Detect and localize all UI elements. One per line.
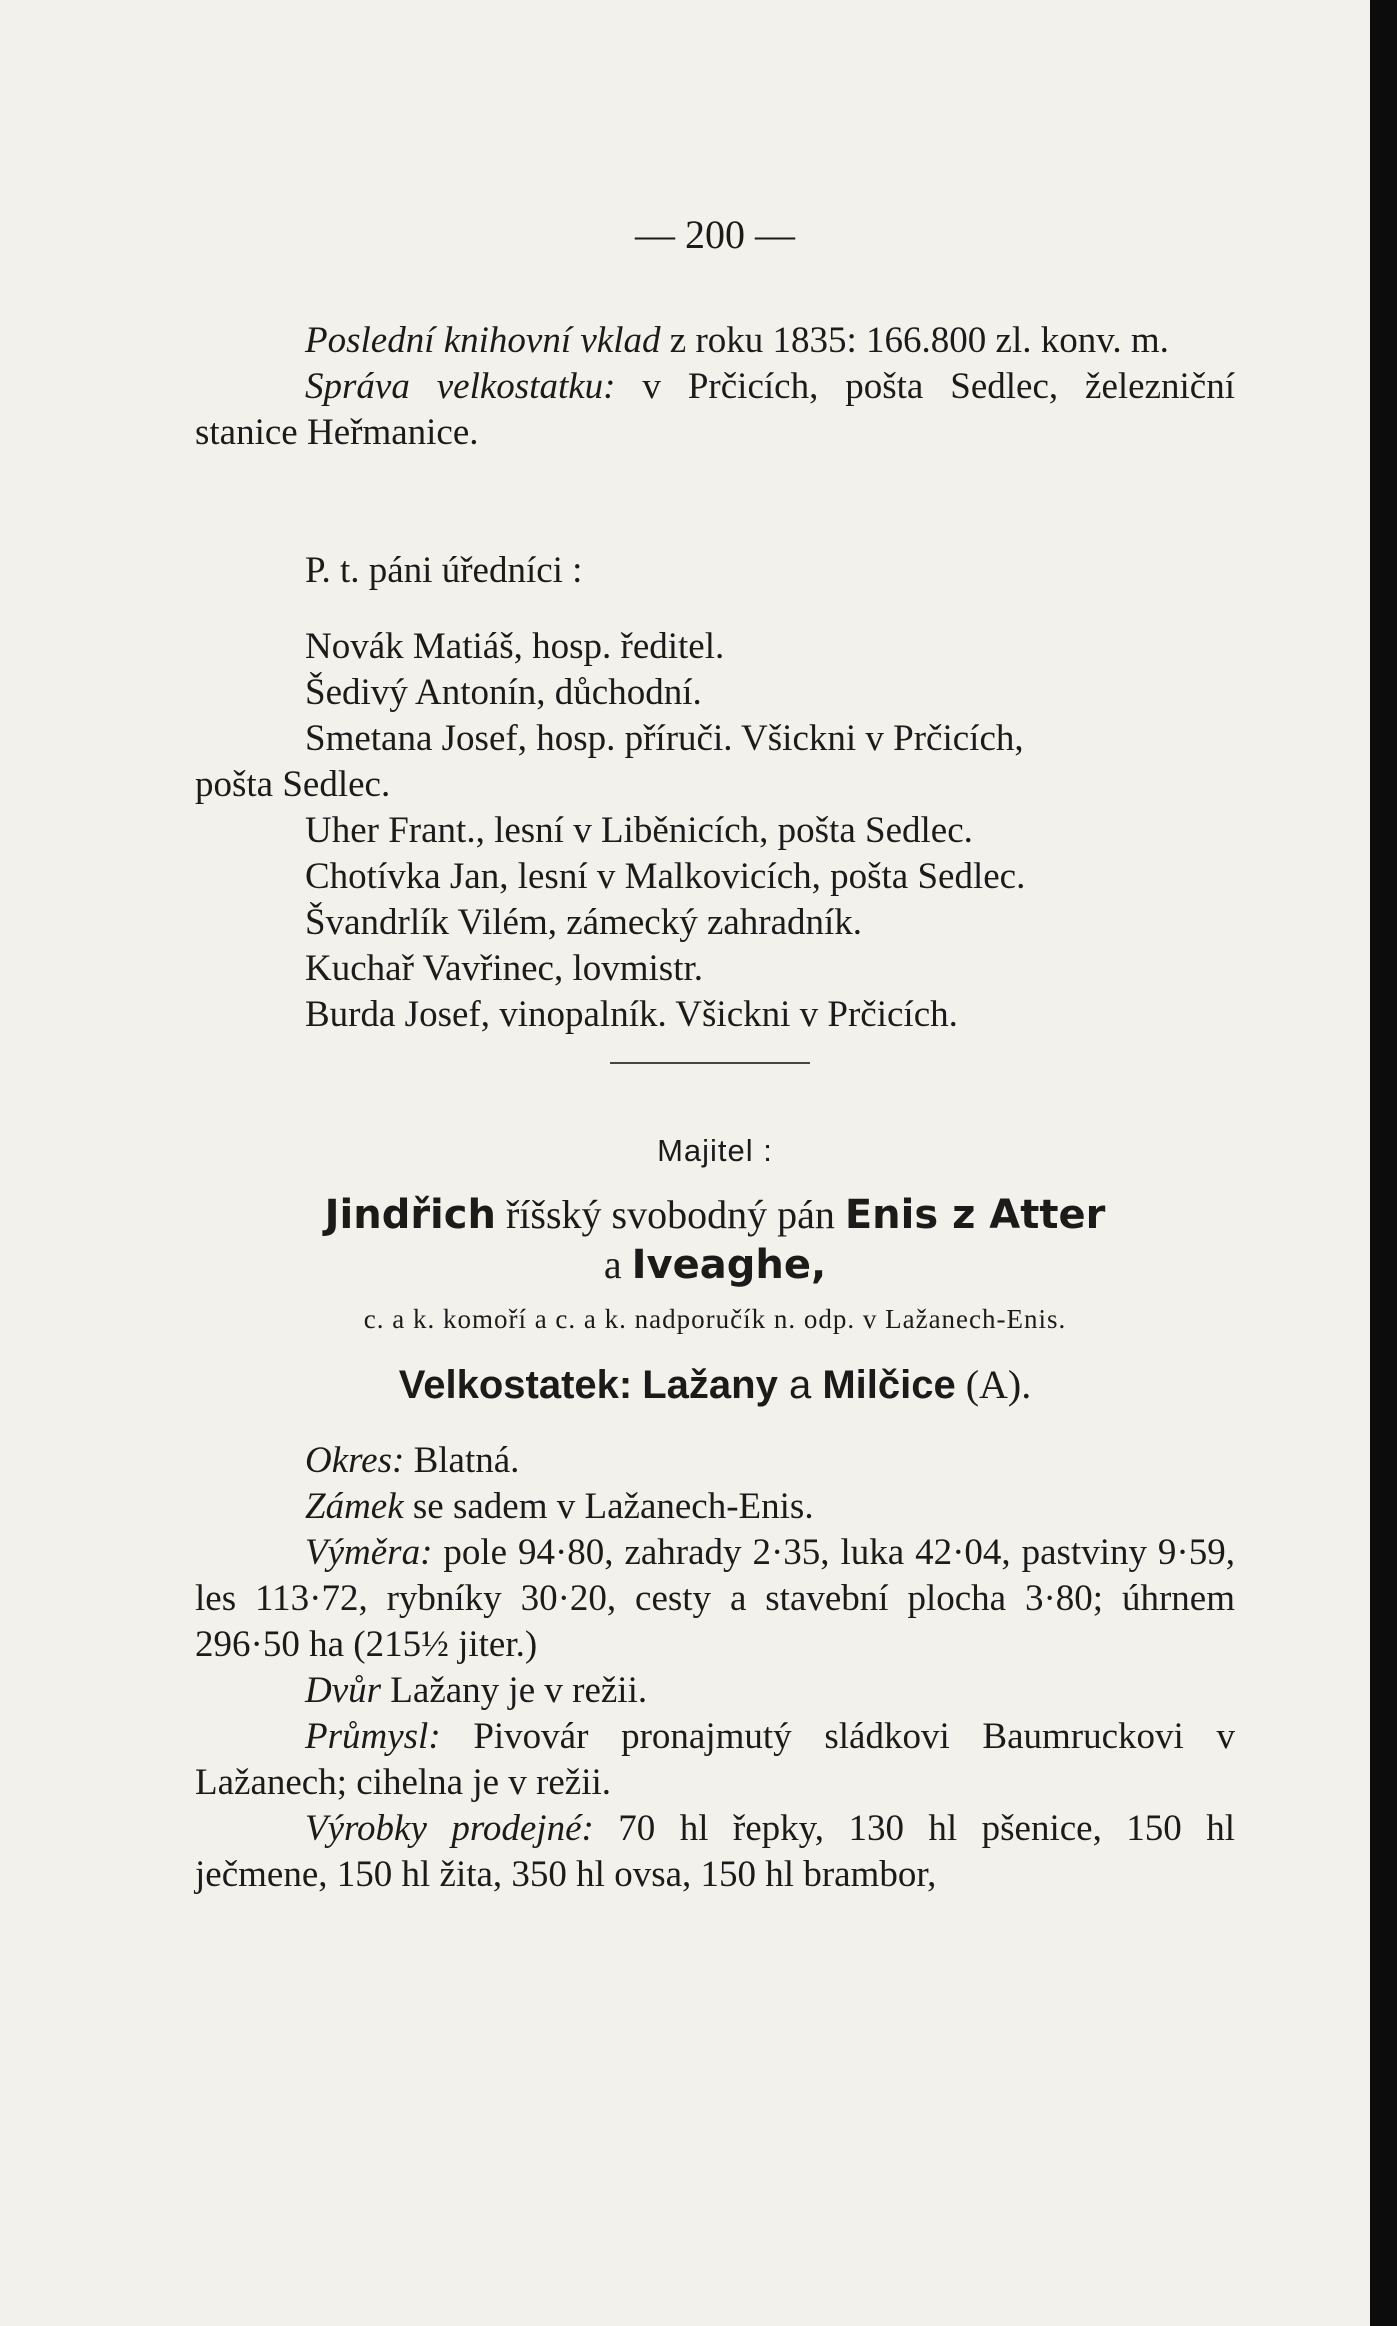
owner-name-block: [195, 1190, 1235, 1290]
owner-line-2: [195, 1240, 1235, 1290]
okres-text: Blatná.: [404, 1440, 520, 1481]
intro-paragraph-1: [195, 318, 1235, 364]
detail-zamek: [195, 1484, 1235, 1530]
vyrobky-text: 70 hl řepky, 130 hl pšenice, 150 hl ječmene, 150 hl žita, 350 hl ovsa, 150 hl brambor,: [195, 1808, 1235, 1895]
official-item: Chotívka Jan, lesní v Malkovicích, pošta Sedlec.: [305, 856, 1026, 897]
owner-titles: c. a k. komoří a c. a k. nadporučík n. odp. v Lažanech-Enis.: [363, 1304, 1067, 1334]
official-item: Burda Josef, vinopalník. Všickni v Prčicích.: [305, 994, 958, 1035]
officials-list: [195, 624, 1235, 1038]
owner-line-1: [195, 1190, 1235, 1240]
estate-name-1: Lažany: [642, 1363, 778, 1407]
zamek-text: se sadem v Lažanech-Enis.: [403, 1486, 814, 1527]
intro-paragraph-2: [195, 364, 1235, 456]
official-item: Kuchař Vavřinec, lovmistr.: [305, 948, 704, 989]
okres-label: Okres:: [305, 1440, 405, 1481]
official-item-continuation: pošta Sedlec.: [195, 764, 391, 805]
intro-label-1: Poslední knihovní vklad: [305, 320, 661, 361]
official-item: Smetana Josef, hosp. příruči. Všickni v Prčicích,: [305, 718, 1024, 759]
vymera-text: pole 94·80, zahrady 2·35, luka 42·04, pastviny 9·59, les 113·72, rybníky 30·20, cesty a stavební plocha 3·80; úhrnem 296·50 ha (215½ jiter.): [195, 1532, 1235, 1665]
estate-name-2: Milčice: [822, 1363, 956, 1407]
intro-text-2: v Prčicích, pošta Sedlec, železniční stanice Heřmanice.: [195, 366, 1235, 453]
official-item: Švandrlík Vilém, zámecký zahradník.: [305, 902, 863, 943]
zamek-label: Zámek: [305, 1486, 404, 1527]
estate-heading: [195, 1362, 1235, 1408]
officials-heading-text: P. t. páni úředníci :: [305, 550, 583, 591]
detail-prumysl: [195, 1714, 1235, 1806]
intro-label-2: Správa velkostatku:: [305, 366, 616, 407]
owner-first-name: Jindřich: [324, 1192, 496, 1238]
intro-section: [195, 318, 1235, 456]
estate-suffix: (A).: [955, 1362, 1032, 1407]
detail-okres: [195, 1438, 1235, 1484]
official-item: Šedivý Antonín, důchodní.: [305, 672, 702, 713]
estate-details: [195, 1438, 1235, 1898]
dvur-text: Lažany je v režii.: [381, 1670, 648, 1711]
officials-heading: [195, 548, 1235, 594]
vyrobky-label: Výrobky prodejné:: [305, 1808, 594, 1849]
vymera-label: Výměra:: [305, 1532, 433, 1573]
dvur-label: Dvůr: [305, 1670, 382, 1711]
section-divider: [610, 1062, 810, 1064]
owner-rank: říšský svobodný pán: [495, 1192, 845, 1237]
prumysl-text: Pivovár pronajmutý sládkovi Baumruckovi v Lažanech; cihelna je v režii.: [195, 1716, 1235, 1803]
owner-family-name: Enis z Atter: [844, 1192, 1106, 1238]
official-item: Uher Frant., lesní v Liběnicích, pošta Sedlec.: [305, 810, 973, 851]
owner-line-2-prefix: a: [603, 1242, 632, 1287]
prumysl-label: Průmysl:: [305, 1716, 441, 1757]
estate-conjunction: a: [777, 1363, 823, 1407]
page-number: — 200 —: [635, 212, 795, 257]
detail-vymera: [195, 1530, 1235, 1668]
detail-dvur: [195, 1668, 1235, 1714]
estate-label: Velkostatek:: [398, 1363, 633, 1407]
official-item: Novák Matiáš, hosp. ředitel.: [305, 626, 725, 667]
intro-text-1: z roku 1835: 166.800 zl. konv. m.: [660, 320, 1169, 361]
owner-place-name: Iveaghe,: [631, 1242, 827, 1288]
detail-vyrobky: [195, 1806, 1235, 1898]
owner-heading: Majitel :: [657, 1133, 773, 1168]
